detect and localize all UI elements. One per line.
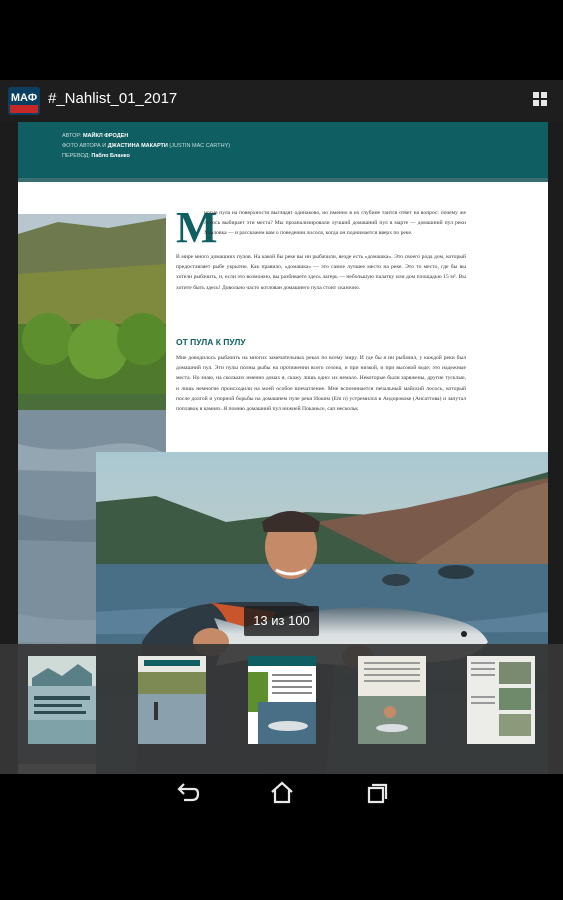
svg-text:МАФ: МАФ	[10, 92, 38, 104]
back-icon[interactable]	[174, 780, 202, 806]
paragraph-body-2: Мне доводилось рыбачить на многих замечательных реках по всему миру. И где бы я ни рыбачил, у каждой реки был домашний пул. Эти пулы полны рыбы на протяжении всего сезона, и при низкой, и при высокой воде; это надежные места. Но знаю, на скольких именно домах я, скажу лишь одно: их немало. Некоторые были заряжены, другие тусклые, и лишь немногие происходили на моей особое впечатление. Мне вспоминается печальный майский лосось, который после долгой и упорной борьбы на домашнем пуле реки Иоким (Em n) устремился в Андорококе (Ансаттова) и запутал поплавок в камнях. Я помню домашний пул нижней Поканьсе, сап нескольк	[176, 355, 466, 413]
page-indicator: 13 из 100	[244, 606, 319, 636]
credit-translation: ПЕРЕВОД: Пабло Бланко	[62, 153, 130, 159]
home-icon[interactable]	[268, 780, 296, 806]
credit-photo: ФОТО АВТОРА И ДЖАСТИНА МАКАРТИ (JUSTIN MAC CARTHY)	[62, 143, 231, 149]
divider	[18, 178, 548, 182]
status-bar	[0, 0, 563, 80]
thumbnail-page-19[interactable]	[358, 656, 426, 744]
thumbnail-page-25[interactable]	[467, 656, 535, 744]
section-heading: ОТ ПУЛА К ПУЛУ	[176, 337, 246, 347]
grid-view-icon[interactable]	[533, 92, 547, 106]
credit-author: АВТОР: МАЙКЛ ФРОДЕН	[62, 133, 129, 139]
thumbnail-page-7[interactable]	[138, 656, 206, 744]
recents-icon[interactable]	[362, 780, 390, 806]
thumbnail-page-13[interactable]	[248, 656, 316, 744]
document-title: #_Nahlist_01_2017	[48, 90, 178, 107]
thumbnail-page-1[interactable]	[28, 656, 96, 744]
bottom-area	[0, 814, 563, 900]
paragraph-body-1: В мире много домашних пулов. На какой бы реке вы ни рыбачили, везде есть «домашка». Это своего рода дом, который предоставляет рыбе укрытие. Как правило, «домашка» — это самое лучшее место на реке. Это то место, где бы вы хотели рыбачить, и, если это возможно, вы разбиваете здесь лагерь — небольшую палатку или дом площадью 15 м². Вы хотите быть здесь! Довольно часто котлован домашнего пула стоит сказочно.	[176, 254, 466, 291]
drop-cap: М	[176, 203, 218, 252]
header-band	[18, 122, 548, 178]
app-logo[interactable]	[6, 85, 42, 117]
paragraph-intro: ногие пула на поверхности выглядят одинаково, но именно в их глубине таится ответ на вопрос: почему же лосось выбирает эти места? Мы проанализировали лучший домашний пул в марте — домашний пул реки Харловка — и расскажем вам о поведении лосося, когда он поднимается вверх по реке.	[204, 210, 466, 237]
